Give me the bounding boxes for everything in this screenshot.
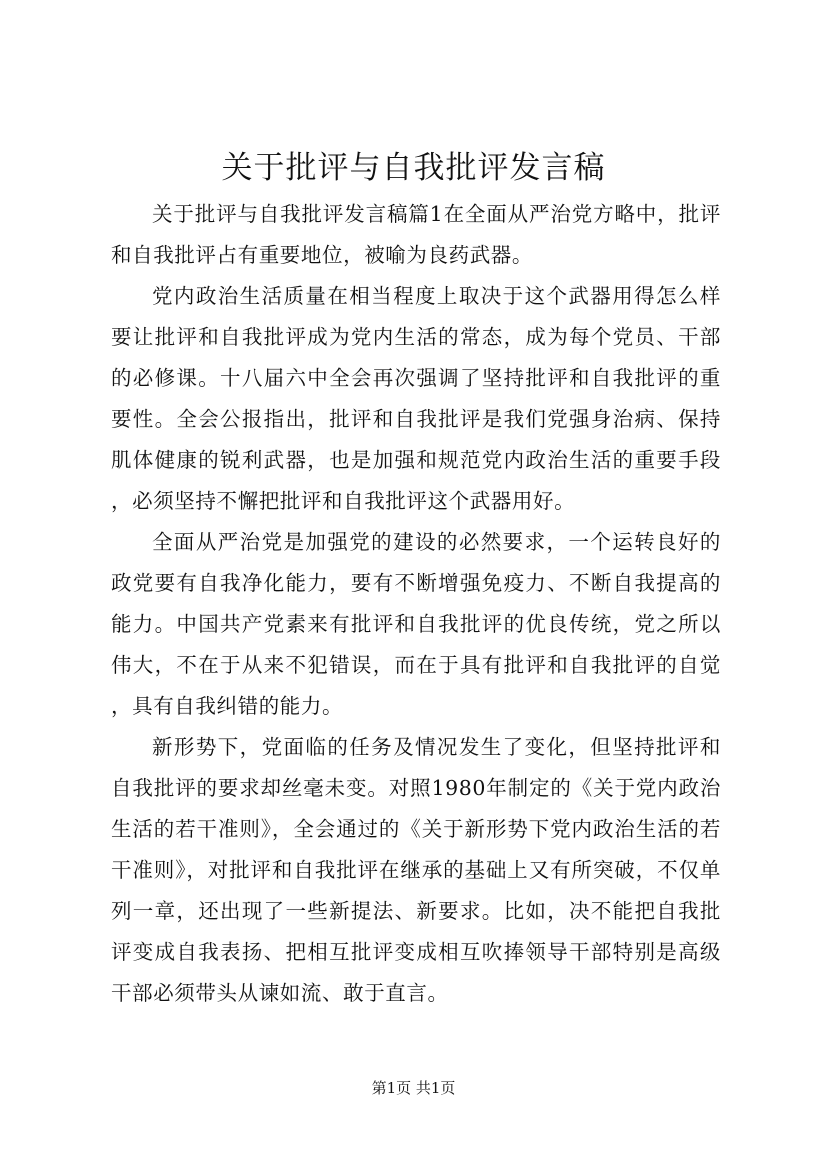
paragraph-4: 新形势下，党面临的任务及情况发生了变化，但坚持批评和自我批评的要求却丝毫未变。对照1980年制定的《关于党内政治生活的若干准则》，全会通过的《关于新形势下党内政治生活的若干准则》，对批评和自我批评在继承的基础上又有所突破，不仅单列一章，还出现了一些新提法、新要求。比如，决不能把自我批评变成自我表扬、把相互批评变成相互吹捧领导干部特别是高级干部必须带头从谏如流、敢于直言。 [111,735,721,1005]
paragraph-3: 全面从严治党是加强党的建设的必然要求，一个运转良好的政党要有自我净化能力，要有不断增强免疫力、不断自我提高的能力。中国共产党素来有批评和自我批评的优良传统，党之所以伟大，不在于从来不犯错误，而在于具有批评和自我批评的自觉，具有自我纠错的能力。 [111,530,721,718]
document-body [111,194,721,1014]
paragraph-2: 党内政治生活质量在相当程度上取决于这个武器用得怎么样要让批评和自我批评成为党内生活的常态，成为每个党员、干部的必修课。十八届六中全会再次强调了坚持批评和自我批评的重要性。全会公报指出，批评和自我批评是我们党强身治病、保持肌体健康的锐利武器，也是加强和规范党内政治生活的重要手段，必须坚持不懈把批评和自我批评这个武器用好。 [111,284,721,513]
paragraph-1: 关于批评与自我批评发言稿篇1在全面从严治党方略中，批评和自我批评占有重要地位，被喻为良药武器。 [111,202,721,267]
page-footer: 第1页 共1页 [371,1079,456,1097]
document-title: 关于批评与自我批评发言稿 [221,150,606,186]
